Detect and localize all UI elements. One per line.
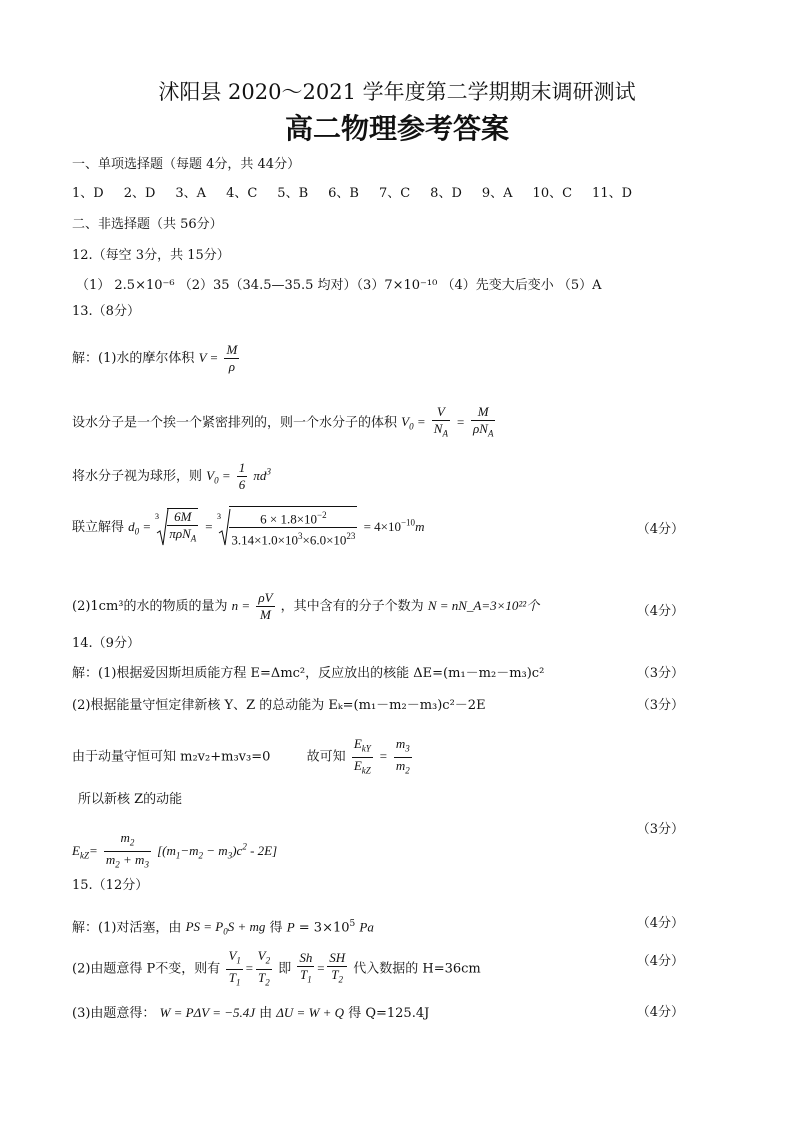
q13-line3-text: 将水分子视为球形，则	[72, 469, 203, 484]
fraction-m-over-rho: $\frac{M}{\rho}$	[226, 342, 238, 374]
q14-score3: （3分）	[636, 822, 684, 837]
q13-line4-text: 联立解得	[72, 519, 125, 535]
fraction-m2-over-sum: $\frac{m_2}{m_2 + m_3}$	[105, 830, 149, 870]
q15-line2-text-c: 代入数据的 H=36cm	[353, 961, 481, 977]
q14-line5: $E_{kZ}=$ $\frac{m_2}{m_2 + m_3}$ $[(m_1-m_2 - m_3)c^2 - 2E]$	[72, 830, 277, 872]
answer-8: 8、D	[430, 186, 462, 201]
q15-score1: （4分）	[636, 916, 684, 931]
formula-molar-volume: V =	[198, 350, 219, 365]
q15-line3-text-b: 得 Q=125.4J	[348, 1006, 430, 1021]
answer-1: 1、D	[72, 186, 104, 201]
answer-2: 2、D	[123, 186, 156, 201]
fraction-m3-over-m2: $\frac{m_3}{m_2}$	[395, 736, 410, 776]
answer-11: 11、D	[592, 186, 633, 201]
q15-line2-text-b: 即	[278, 961, 292, 977]
document-title: 沭阳县 2020～2021 学年度第二学期期末调研测试	[158, 80, 636, 104]
fraction-m-over-rho-na: $\frac{M}{\rho N_A}$	[473, 404, 494, 439]
q13-line4: 联立解得 $d_0$ = 3 $\frac{6M}{\pi\rho N_A}$ = 3 $\frac{6 \times 1.8\times 10^{-2}}{3.14\times 1.0\times 10^3\times 6.0\times 10^{23}}$ = $4\times 10^{-10}m$	[72, 506, 424, 549]
q14-line3: 由于动量守恒可知 m₂v₂+m₃v₃=0 故可知 $\frac{E_{kY}}{E_{kZ}}$ = $\frac{m_3}{m_2}$	[72, 736, 414, 778]
q15-score2: （4分）	[636, 954, 684, 969]
q12-heading: 12.（每空 3分，共 15分）	[72, 248, 230, 263]
q13-line5-result: N = nN_A=3×10²²个	[427, 598, 540, 613]
answer-6: 6、B	[328, 186, 359, 201]
q14-line3-text-b: 故可知	[306, 749, 346, 765]
formula-molecule-volume: $V_0$ =	[401, 414, 426, 432]
svg-text:3: 3	[217, 512, 222, 522]
answer-5: 5、B	[277, 186, 309, 201]
answer-4: 4、C	[226, 186, 258, 201]
q15-line1: 解：(1)对活塞，由 PS = $P_0S$ + mg 得 $P = 3\times 10^5$ Pa	[72, 919, 374, 937]
fraction-v2-over-t2: $\frac{V_2}{T_2}$	[257, 948, 271, 988]
answer-3: 3、A	[175, 186, 207, 201]
choice-answers	[72, 186, 652, 202]
fraction-v-over-na: $\frac{V}{N_A}$	[433, 404, 448, 439]
fraction-eky-over-ekz: $\frac{E_{kY}}{E_{kZ}}$	[353, 736, 371, 776]
q14-line1: 解：(1)根据爱因斯坦质能方程 E=Δmc²，反应放出的核能 ΔE=(m₁－m₂－m₃)c²	[72, 666, 545, 681]
answer-10: 10、C	[532, 186, 573, 201]
fraction-6m-over-pi-rho-na: $\frac{6M}{\pi\rho N_A}$	[167, 508, 198, 547]
fraction-rho-v-over-m: $\frac{\rho V}{M}$	[258, 590, 273, 622]
formula-sphere-volume: $V_0$ =	[206, 468, 231, 486]
q15-line1-text-b: 得	[269, 920, 283, 936]
q13-line3: 将水分子视为球形，则 $V_0$ = $\frac{1}{6}$ $\pi d^3$	[72, 460, 271, 492]
q13-line2-text: 设水分子是一个挨一个紧密排列的，则一个水分子的体积	[72, 415, 398, 431]
q15-line3-text-a: (3)由题意得：	[72, 1006, 156, 1021]
q15-line3: (3)由题意得： W = PΔV = −5.4J 由 ΔU = W + Q 得 Q=125.4J	[72, 1005, 430, 1021]
fraction-sH-over-t2: $\frac{SH}{T_2}$	[329, 950, 346, 985]
q15-line2: (2)由题意得 P不变，则有 $\frac{V_1}{T_1}$ = $\frac{V_2}{T_2}$ 即 $\frac{Sh}{T_1}$ = $\frac{SH}{T_2}$ 代入数据的 H=36cm	[72, 948, 481, 990]
q15-score3: （4分）	[636, 1005, 684, 1020]
section1-heading: 一、单项选择题（每题 4分，共 44分）	[72, 157, 301, 172]
fraction-one-sixth: $\frac{1}{6}$	[238, 460, 246, 492]
q14-score1: （3分）	[636, 666, 684, 681]
answer-9: 9、A	[481, 186, 513, 201]
fraction-v1-over-t1: $\frac{V_1}{T_1}$	[228, 948, 241, 988]
fraction-numeric: $\frac{6 \times 1.8\times 10^{-2}}{3.14\times 1.0\times 10^3\times 6.0\times 10^{23}}$	[229, 506, 357, 549]
q15-heading: 15.（12分）	[72, 878, 149, 893]
q13-line5-text-b: ，其中含有的分子个数为	[280, 599, 424, 614]
q13-score1: （4分）	[636, 522, 684, 537]
document-subtitle: 高二物理参考答案	[284, 112, 509, 145]
q15-line1-text-a: 解：(1)对活塞，由	[72, 920, 182, 936]
q14-heading: 14.（9分）	[72, 636, 140, 651]
q14-score2: （3分）	[636, 698, 684, 713]
q13-line1	[72, 342, 241, 375]
q13-line5-text-a: (2)1cm³的水的物质的量为	[72, 599, 228, 614]
q14-line3-text-a: 由于动量守恒可知 m₂v₂+m₃v₃=0	[72, 749, 271, 765]
answer-7: 7、C	[378, 186, 411, 201]
q12-answers: （1） 2.5×10⁻⁶ （2）35（34.5—35.5 均对）（3）7×10⁻¹⁰ （4）先变大后变小 （5）A	[76, 278, 602, 293]
q15-line2-text-a: (2)由题意得 P不变，则有	[72, 961, 221, 977]
q13-score2: （4分）	[636, 604, 684, 619]
q14-line4: 所以新核 Z的动能	[78, 792, 183, 807]
q13-line5: (2)1cm³的水的物质的量为 n = $\frac{\rho V}{M}$ ，其中含有的分子个数为 N = nN_A=3×10²²个	[72, 590, 540, 622]
q14-line2: (2)根据能量守恒定律新核 Y、Z 的总动能为 Eₖ=(m₁－m₂－m₃)c²－2E	[72, 698, 486, 713]
section2-heading: 二、非选择题（共 56分）	[72, 217, 223, 232]
svg-text:3: 3	[155, 512, 160, 522]
q13-line1-text: 解：(1)水的摩尔体积	[72, 351, 195, 366]
fraction-sh-over-t1: $\frac{Sh}{T_1}$	[299, 950, 313, 985]
q13-line2: 设水分子是一个挨一个紧密排列的，则一个水分子的体积 $V_0$ = $\frac{V}{N_A}$ = $\frac{M}{\rho N_A}$	[72, 404, 497, 442]
q13-heading: 13.（8分）	[72, 304, 140, 319]
